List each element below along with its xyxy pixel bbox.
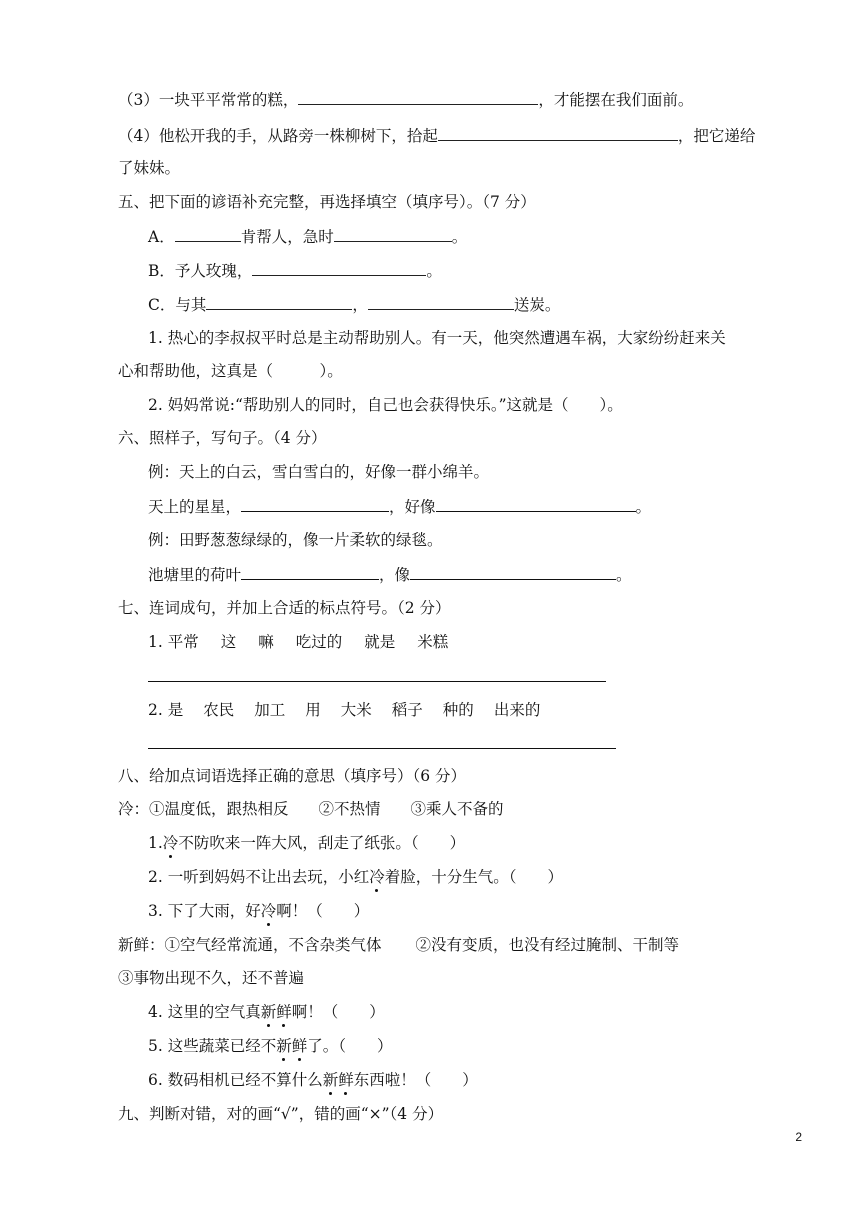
q5-option-b: B．予人玫瑰， 。 (148, 262, 442, 280)
q4-item-4: （4）他松开我的手，从路旁一株柳树下，拾起 ，把它递给 (118, 127, 756, 145)
q6-heading: 六、照样子，写句子。（4 分） (118, 429, 327, 447)
q5-sentence-1-continued: 心和帮助他，这真是（ ）。 (118, 362, 343, 380)
q8-xinxian-6: 6. 数码相机已经不算什么新鲜东西啦！（ ） (148, 1071, 478, 1089)
q5-sentence-1: 1. 热心的李叔叔平时总是主动帮助别人。有一天，他突然遭遇车祸，大家纷纷赶来关 (148, 329, 726, 347)
q8-leng-3: 3. 下了大雨，好冷啊！（ ） (148, 902, 370, 920)
q5-a-blank-2[interactable] (334, 226, 452, 242)
q7-words-1: 1. 平常 这 嘛 吃过的 就是 米糕 (148, 633, 449, 651)
q7-heading: 七、连词成句，并加上合适的标点符号。（2 分） (118, 599, 451, 617)
q4-item-3: （3）一块平平常常的糕， ，才能摆在我们面前。 (118, 91, 694, 109)
q7-answer-line-1[interactable] (148, 681, 606, 682)
q8-heading: 八、给加点词语选择正确的意思（填序号）（6 分） (118, 767, 467, 785)
q8-leng-1: 1.冷不防吹来一阵大风，刮走了纸张。（ ） (148, 834, 466, 852)
q8-xinxian-5: 5. 这些蔬菜已经不新鲜了。（ ） (148, 1037, 393, 1055)
q6-example-2: 例：田野葱葱绿绿的，像一片柔软的绿毯。 (148, 531, 443, 549)
q5-b-blank[interactable] (252, 260, 426, 276)
q7-answer-line-2[interactable] (148, 748, 616, 749)
q6-fill-1-blank-2[interactable] (436, 496, 636, 512)
q6-fill-1: 天上的星星， ，好像 。 (148, 498, 652, 516)
q5-option-a: A． 肯帮人，急时 。 (148, 228, 468, 246)
q5-c-blank-2[interactable] (368, 294, 514, 310)
q9-heading: 九、判断对错，对的画“√”，错的画“×”（4 分） (118, 1105, 444, 1123)
q6-fill-2: 池塘里的荷叶 ，像 。 (148, 566, 632, 584)
q6-fill-2-blank-2[interactable] (410, 564, 616, 580)
q8-xinxian-definitions: 新鲜：①空气经常流通，不含杂类气体 ②没有变质，也没有经过腌制、干制等 (118, 936, 680, 954)
q4-item-4-continued: 了妹妹。 (118, 159, 181, 177)
q5-heading: 五、把下面的谚语补充完整，再选择填空（填序号）。（7 分） (118, 193, 536, 211)
q8-xinxian-definition-3: ③事物出现不久，还不普遍 (118, 969, 305, 987)
q7-words-2: 2. 是 农民 加工 用 大米 稻子 种的 出来的 (148, 701, 541, 719)
q4-item-4-blank[interactable] (438, 125, 678, 141)
q5-option-c: C．与其 ， 送炭。 (148, 296, 561, 314)
q6-example-1: 例：天上的白云，雪白雪白的，好像一群小绵羊。 (148, 463, 490, 481)
q5-a-blank-1[interactable] (175, 226, 241, 242)
q8-xinxian-4: 4. 这里的空气真新鲜啊！（ ） (148, 1003, 385, 1021)
q5-sentence-2: 2. 妈妈常说:“帮助别人的同时，自己也会获得快乐。”这就是（ ）。 (148, 396, 623, 414)
q5-c-blank-1[interactable] (206, 294, 352, 310)
q6-fill-1-blank-1[interactable] (241, 496, 389, 512)
q6-fill-2-blank-1[interactable] (241, 564, 379, 580)
q8-leng-2: 2. 一听到妈妈不让出去玩，小红冷着脸，十分生气。（ ） (148, 868, 563, 886)
q8-leng-definitions: 冷：①温度低，跟热相反 ②不热情 ③乘人不备的 (118, 800, 504, 818)
page-number: 2 (795, 1130, 802, 1144)
q4-item-3-blank[interactable] (298, 89, 538, 105)
